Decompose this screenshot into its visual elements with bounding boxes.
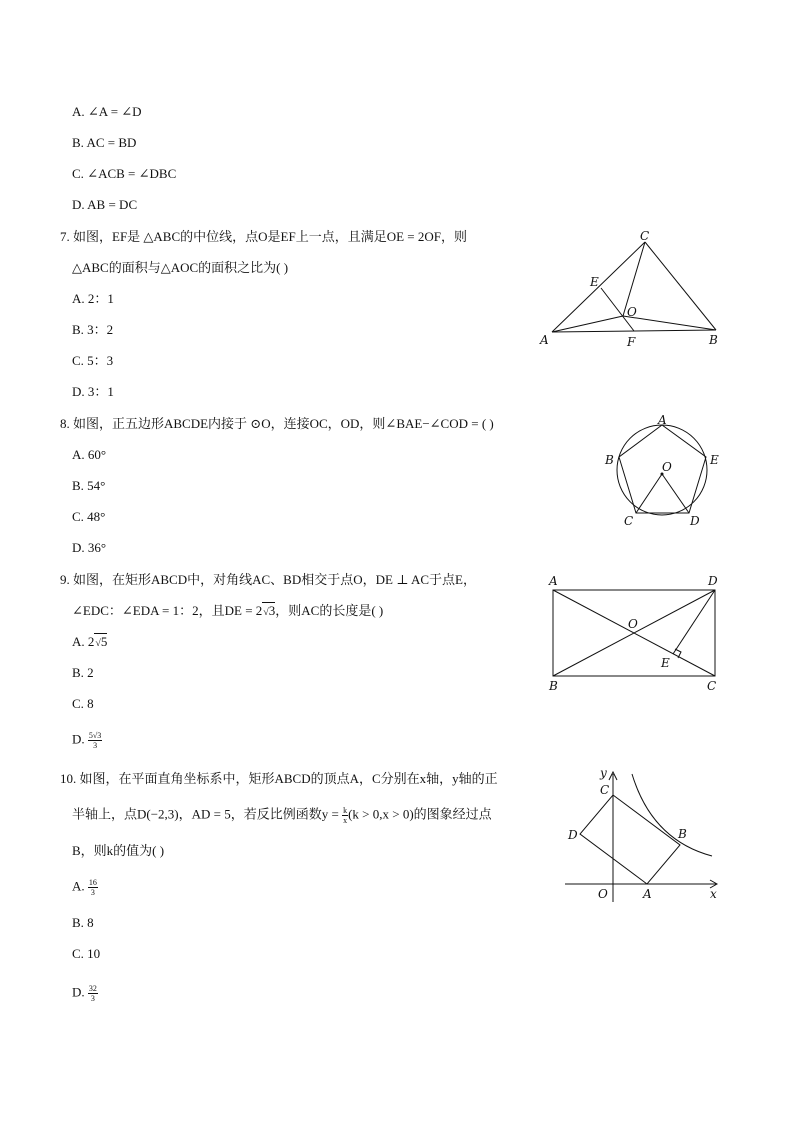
label-e: E — [710, 453, 719, 467]
q10-fraction-k-over-x: $\frac{k}{x}$ — [343, 806, 348, 825]
label-c: C — [707, 679, 717, 693]
label-b: B — [709, 333, 718, 347]
label-o: O — [662, 460, 672, 474]
q10-coordinate-figure — [560, 762, 730, 907]
q10-stem-line2: 半轴上，点D(−2,3)，AD = 5，若反比例函数y = $\frac{k}{x}$ (k > 0,x > 0)的图象经过点 — [72, 806, 492, 825]
label-c: C — [600, 783, 610, 797]
q9-stem-line1: 9. 如图，在矩形ABCD中，对角线AC、BD相交于点O，DE ⊥ AC于点E， — [60, 572, 476, 587]
q9-stem-line2 — [72, 603, 383, 621]
label-c: C — [624, 514, 634, 528]
q7-option-d: D. 3：1 — [72, 384, 114, 399]
label-a: A — [658, 413, 667, 427]
q7-option-c: C. 5：3 — [72, 353, 114, 368]
segment-ob — [623, 316, 716, 330]
q6-option-d: D. AB = DC — [72, 197, 138, 212]
label-a: A — [540, 333, 549, 347]
q7-triangle-figure — [535, 228, 725, 353]
q10-stem-line3: B，则k的值为( ) — [72, 843, 165, 858]
q8-option-b: B. 54° — [72, 478, 106, 493]
q10-option-d-fraction: $\frac{32}{3}$ — [88, 984, 97, 1003]
q9-rectangle-figure — [542, 572, 722, 697]
q7-option-a: A. 2：1 — [72, 291, 114, 306]
q6-option-a: A. ∠A = ∠D — [72, 104, 142, 119]
label-b: B — [549, 679, 558, 693]
label-a: A — [549, 574, 558, 588]
label-o: O — [628, 617, 638, 631]
q9-stem-line2-b: ，则AC的长度是( ) — [275, 603, 384, 618]
q7-stem-line1: 7. 如图，EF是 △ABC的中位线，点O是EF上一点，且满足OE = 2OF，则 — [60, 229, 467, 244]
q9-stem-line2-a: ∠EDC：∠EDA = 1：2，且DE = 2 — [72, 603, 263, 618]
q10-option-c: C. 10 — [72, 946, 101, 961]
q9-sqrt-5: √5 — [95, 634, 108, 649]
q7-option-b: B. 3：2 — [72, 322, 114, 337]
q9-option-a: A. 2√5 — [72, 634, 108, 649]
q7-stem-line2: △ABC的面积与△AOC的面积之比为( ) — [72, 260, 289, 275]
label-d: D — [690, 514, 700, 528]
rectangle-abcd — [580, 795, 680, 884]
q10-stem-line1: 10. 如图，在平面直角坐标系中，矩形ABCD的顶点A，C分别在x轴，y轴的正 — [60, 771, 498, 786]
label-b: B — [678, 827, 687, 841]
q8-option-a: A. 60° — [72, 447, 107, 462]
q10-option-a-fraction: $\frac{16}{3}$ — [88, 878, 97, 897]
q8-option-c: C. 48° — [72, 509, 106, 524]
label-x: x — [710, 887, 717, 901]
label-e: E — [590, 275, 599, 289]
q8-option-d: D. 36° — [72, 540, 107, 555]
label-o: O — [627, 305, 637, 319]
label-b: B — [605, 453, 614, 467]
side-bc — [645, 242, 716, 330]
q10-option-a: A. $\frac{16}{3}$ — [72, 878, 97, 897]
q9-option-d-fraction: $\frac{5√3}{3}$ — [88, 731, 102, 750]
hyperbola-curve — [632, 774, 712, 856]
label-a: A — [643, 887, 652, 901]
q9-option-b: B. 2 — [72, 665, 94, 680]
q6-option-b: B. AC = BD — [72, 135, 137, 150]
segment-od — [662, 474, 689, 513]
label-d: D — [708, 574, 718, 588]
q10-option-b: B. 8 — [72, 915, 94, 930]
segment-de — [673, 590, 715, 654]
segment-ao — [552, 316, 623, 332]
label-o: O — [598, 887, 608, 901]
label-f: F — [627, 335, 636, 349]
q8-pentagon-figure — [595, 412, 730, 532]
label-y: y — [600, 766, 607, 780]
q9-sqrt-3: √3 — [263, 603, 276, 618]
q10-option-d: D. $\frac{32}{3}$ — [72, 984, 97, 1003]
label-e: E — [661, 656, 670, 670]
label-d: D — [568, 828, 578, 842]
label-c: C — [640, 229, 650, 243]
q9-option-d: D. $\frac{5√3}{3}$ — [72, 731, 102, 750]
q6-option-c: C. ∠ACB = ∠DBC — [72, 166, 177, 181]
segment-oc — [636, 474, 662, 513]
q9-option-c: C. 8 — [72, 696, 94, 711]
q8-stem: 8. 如图，正五边形ABCDE内接于 ⊙O，连接OC，OD，则∠BAE−∠COD = ( ) — [60, 416, 494, 431]
